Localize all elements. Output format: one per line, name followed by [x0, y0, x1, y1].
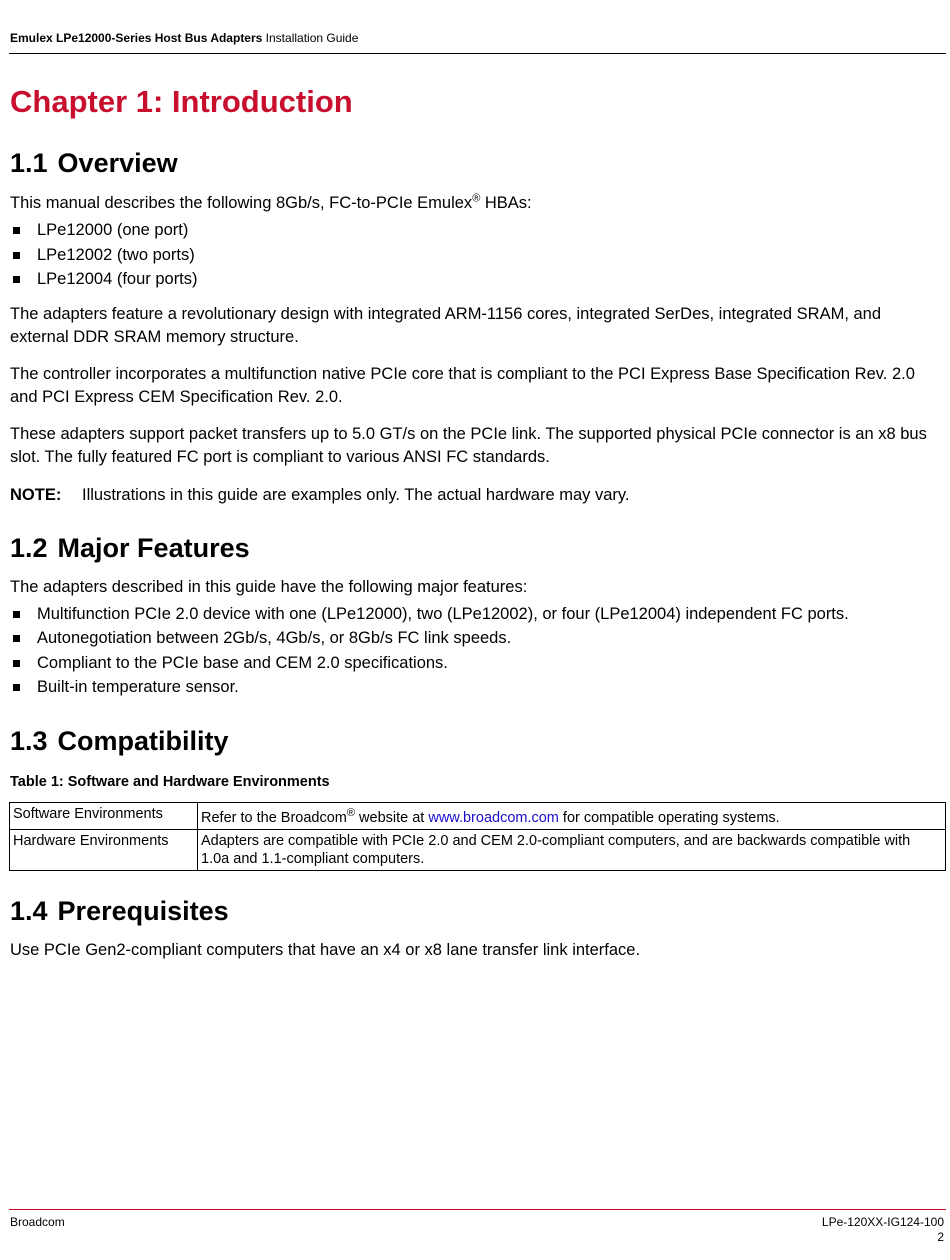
list-item: LPe12000 (one port) — [10, 218, 944, 243]
section-number: 1.1 — [10, 148, 48, 178]
list-item: Multifunction PCIe 2.0 device with one (LPe12000), two (LPe12002), or four (LPe12004) independent FC ports. — [10, 602, 944, 627]
table-row — [10, 829, 946, 870]
features-list — [10, 602, 944, 700]
overview-paragraph-3: These adapters support packet transfers up to 5.0 GT/s on the PCIe link. The supported physical PCIe connector is an x8 bus slot. The fully featured FC port is compliant to various ANSI FC standards. — [10, 424, 927, 466]
page-number: 2 — [937, 1230, 944, 1244]
table-row — [10, 802, 946, 829]
prerequisites-text: Use PCIe Gen2-compliant computers that have an x4 or x8 lane transfer link interface. — [10, 940, 641, 959]
bullet-icon — [13, 252, 20, 259]
model-list — [10, 218, 944, 292]
page-content — [10, 80, 944, 962]
bullet-icon — [13, 611, 20, 618]
section-title: Compatibility — [57, 725, 229, 756]
environments-table — [9, 802, 946, 871]
header-rule — [9, 53, 946, 54]
note-label: NOTE: — [10, 485, 62, 504]
bullet-icon — [13, 635, 20, 642]
header-title-regular: Installation Guide — [265, 31, 359, 45]
section-title: Major Features — [57, 532, 250, 563]
bullet-icon — [13, 684, 20, 691]
broadcom-link[interactable]: www.broadcom.com — [428, 809, 559, 826]
note-text: Illustrations in this guide are examples only. The actual hardware may vary. — [82, 485, 630, 504]
section-heading-prerequisites — [10, 893, 944, 929]
bullet-icon — [13, 660, 20, 667]
section-heading-overview — [10, 145, 944, 181]
footer-rule — [9, 1209, 946, 1210]
overview-paragraph-1: The adapters feature a revolutionary design with integrated ARM-1156 cores, integrated SerDes, integrated SRAM, and external DDR SRAM memory structure. — [10, 304, 882, 346]
table-cell-label: Software Environments — [10, 802, 198, 829]
list-item: Built-in temperature sensor. — [10, 675, 944, 700]
footer-doc-id: LPe-120XX-IG124-100 — [821, 1215, 944, 1229]
section-heading-compatibility — [10, 723, 944, 759]
section-number: 1.2 — [10, 532, 48, 563]
registered-mark: ® — [346, 806, 355, 819]
overview-intro: This manual describes the following 8Gb/s, FC-to-PCIe Emulex® HBAs: — [10, 192, 532, 212]
bullet-icon — [13, 276, 20, 283]
running-header — [10, 31, 358, 45]
section-title: Overview — [57, 148, 178, 178]
table-cell-value: Adapters are compatible with PCIe 2.0 and CEM 2.0-compliant computers, and are backwards compatible with 1.0a and 1.1-compliant computers. — [198, 829, 946, 870]
table-cell-label: Hardware Environments — [10, 829, 198, 870]
list-item: Compliant to the PCIe base and CEM 2.0 specifications. — [10, 651, 944, 676]
bullet-icon — [13, 227, 20, 234]
header-title-bold: Emulex LPe12000-Series Host Bus Adapters — [10, 31, 263, 45]
section-number: 1.4 — [10, 895, 48, 926]
section-number: 1.3 — [10, 725, 48, 756]
overview-paragraph-2: The controller incorporates a multifunction native PCIe core that is compliant to the PCI Express Base Specification Rev. 2.0 and PCI Express CEM Specification Rev. 2.0. — [10, 364, 915, 406]
section-heading-features — [10, 530, 944, 566]
table-caption: Table 1: Software and Hardware Environments — [10, 773, 330, 790]
footer-right — [822, 1215, 944, 1245]
registered-mark: ® — [472, 192, 481, 205]
footer-company: Broadcom — [10, 1215, 65, 1229]
table-cell-value: Refer to the Broadcom® website at www.broadcom.com for compatible operating systems. — [198, 802, 946, 829]
section-title: Prerequisites — [57, 895, 229, 926]
note — [10, 484, 944, 507]
list-item: LPe12002 (two ports) — [10, 243, 944, 268]
chapter-title: Chapter 1: Introduction — [10, 84, 353, 119]
features-intro: The adapters described in this guide have the following major features: — [10, 577, 528, 596]
list-item: LPe12004 (four ports) — [10, 267, 944, 292]
list-item: Autonegotiation between 2Gb/s, 4Gb/s, or 8Gb/s FC link speeds. — [10, 626, 944, 651]
